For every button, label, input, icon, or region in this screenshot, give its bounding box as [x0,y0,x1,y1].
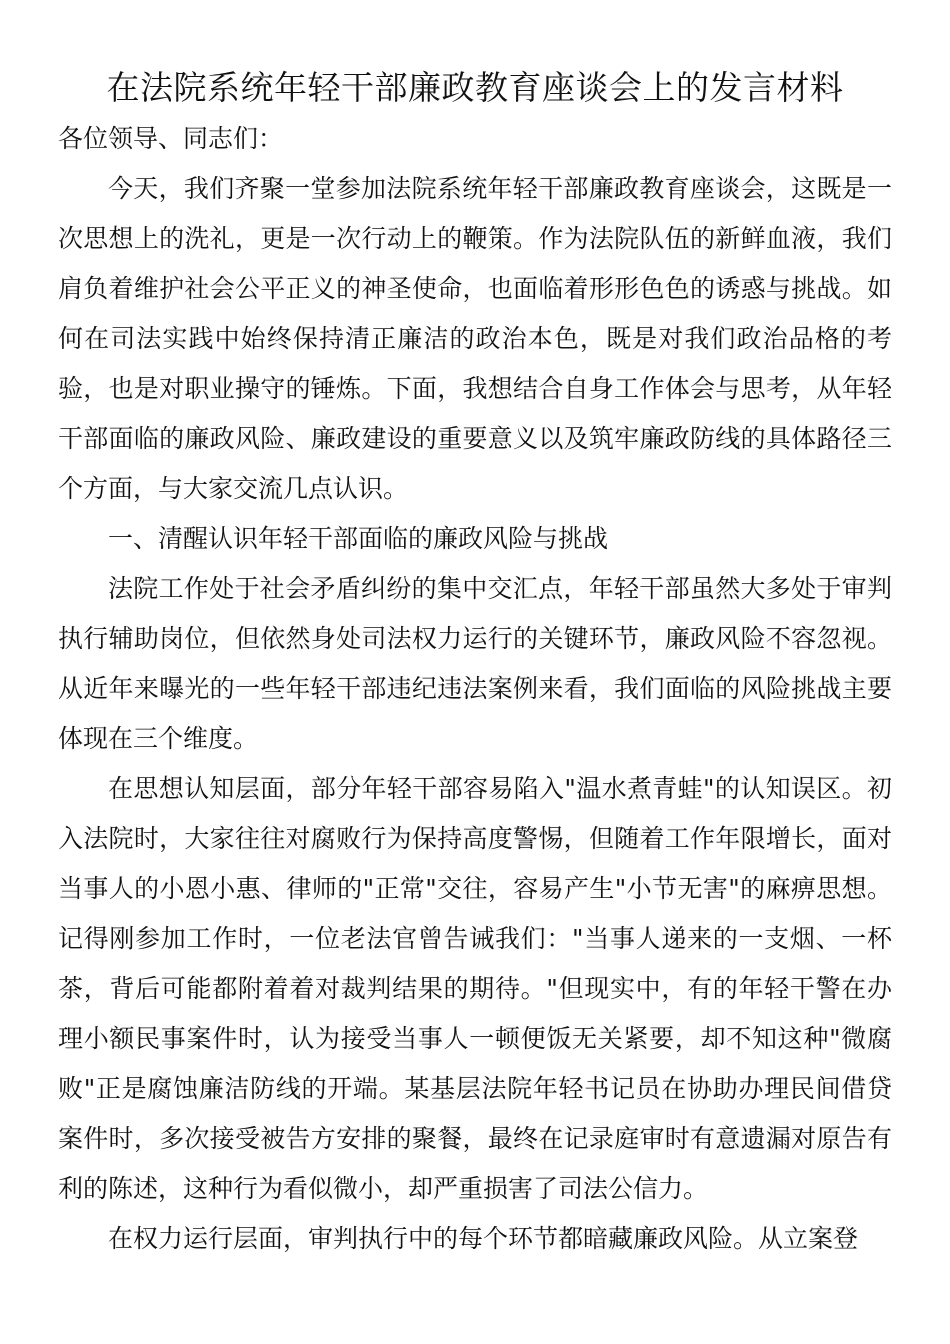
paragraph-power-level: 在权力运行层面，审判执行中的每个环节都暗藏廉政风险。从立案登 [108,1224,859,1253]
paragraph-thinking-level: 在思想认知层面，部分年轻干部容易陷入"温水煮青蛙"的认知误区。初入法院时，大家往往对腐败行为保持高度警惕，但随着工作年限增长，面对当事人的小恩小惠、律师的"正常"交往，容易产生"小节无害"的麻痹思想。记得刚参加工作时，一位老法官曾告诫我们："当事人递来的一支烟、一杯茶，背后可能都附着着对裁判结果的期待。"但现实中，有的年轻干警在办理小额民事案件时，认为接受当事人一顿便饭无关紧要，却不知这种"微腐败"正是腐蚀廉洁防线的开端。某基层法院年轻书记员在协助办理民间借贷案件时，多次接受被告方安排的聚餐，最终在记录庭审时有意遗漏对原告有利的陈述，这种行为看似微小，却严重损害了司法公信力。 [58,774,892,1203]
document-body [58,114,892,1264]
paragraph-intro: 今天，我们齐聚一堂参加法院系统年轻干部廉政教育座谈会，这既是一次思想上的洗礼，更是一次行动上的鞭策。作为法院队伍的新鲜血液，我们肩负着维护社会公平正义的神圣使命，也面临着形形色色的诱惑与挑战。如何在司法实践中始终保持清正廉洁的政治本色，既是对我们政治品格的考验，也是对职业操守的锤炼。下面，我想结合自身工作体会与思考，从年轻干部面临的廉政风险、廉政建设的重要意义以及筑牢廉政防线的具体路径三个方面，与大家交流几点认识。 [58,174,892,503]
paragraph-risk-overview: 法院工作处于社会矛盾纠纷的集中交汇点，年轻干部虽然大多处于审判执行辅助岗位，但依然身处司法权力运行的关键环节，廉政风险不容忽视。从近年来曝光的一些年轻干部违纪违法案例来看，我们面临的风险挑战主要体现在三个维度。 [58,574,892,753]
section-heading-1: 一、清醒认识年轻干部面临的廉政风险与挑战 [108,524,609,553]
salutation: 各位领导、同志们： [58,124,284,153]
document-title: 在法院系统年轻干部廉政教育座谈会上的发言材料 [106,68,844,107]
